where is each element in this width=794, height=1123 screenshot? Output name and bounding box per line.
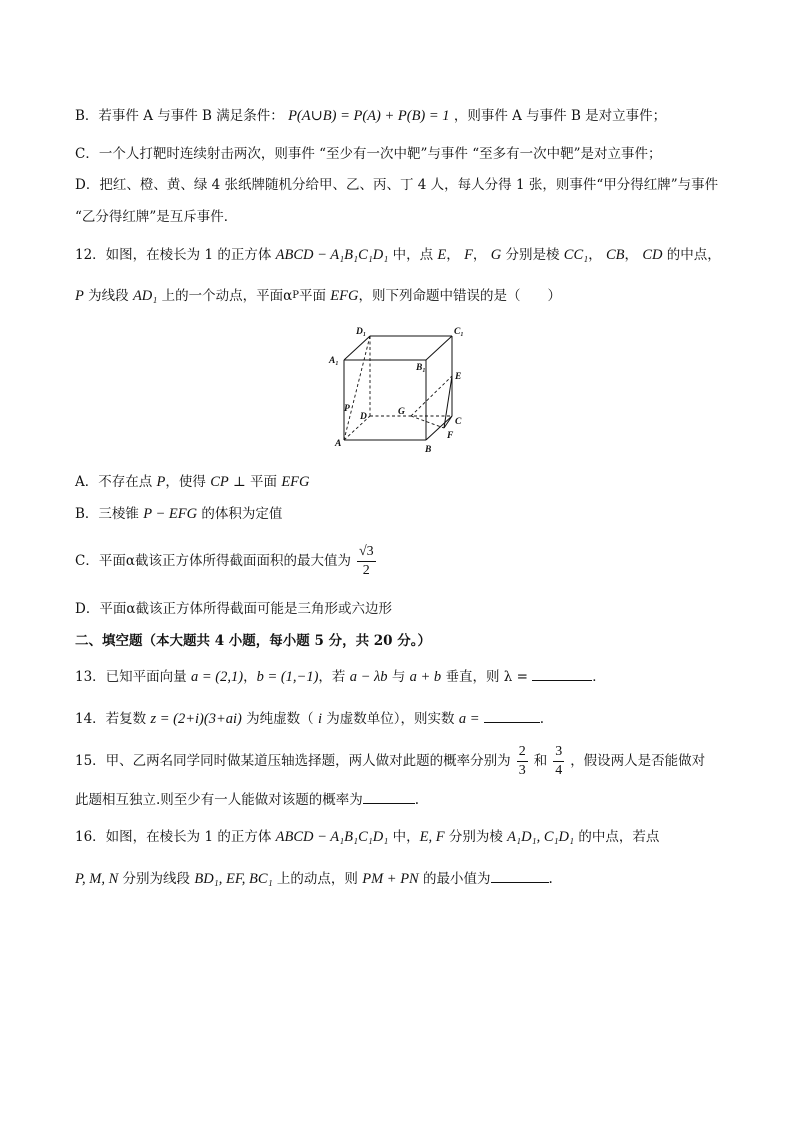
answer-blank	[532, 668, 592, 681]
text: 和	[533, 753, 548, 769]
math: a = (2,1)	[190, 669, 244, 685]
hidden-line-ge	[411, 376, 452, 416]
numerator: 3	[553, 743, 564, 762]
math: P	[75, 288, 84, 304]
math: P	[156, 474, 166, 490]
label-g: G	[398, 407, 405, 417]
denominator: 4	[555, 763, 563, 778]
math: G	[490, 247, 502, 263]
text: ，	[624, 247, 643, 263]
label-a1: A₁	[329, 356, 339, 366]
text: 上的一个动点，平面α	[157, 288, 293, 304]
numerator: 2	[517, 743, 528, 762]
text: 的体积为定值	[197, 506, 283, 522]
text: 的最小值为	[418, 871, 491, 887]
cube-figure	[326, 324, 468, 460]
math: ABCD − A₁B₁C₁D₁	[275, 829, 389, 845]
text: ，若	[318, 669, 350, 685]
text: 12．如图，在棱长为 1 的正方体	[75, 247, 276, 263]
q11-option-b	[75, 106, 666, 126]
text: 为线段	[83, 288, 133, 304]
math: PM + PN	[362, 871, 419, 887]
fraction	[517, 743, 528, 780]
text: B．三棱锥	[75, 506, 144, 522]
text: 平面	[298, 288, 331, 304]
hidden-line-gf	[411, 416, 444, 428]
label-b: B	[425, 445, 432, 455]
math: b = (1,−1)	[256, 669, 319, 685]
math: a − λb	[349, 669, 388, 685]
q12-option-d: D．平面α截该正方体所得截面可能是三角形或六边形	[75, 601, 392, 617]
text: ，	[446, 247, 465, 263]
math: a =	[458, 711, 480, 727]
text: 与	[387, 669, 410, 685]
math: F	[464, 247, 473, 263]
text: ，	[588, 247, 606, 263]
answer-blank	[484, 710, 540, 723]
text: 16．如图，在棱长为 1 的正方体	[75, 829, 276, 845]
math: P − EFG	[143, 506, 198, 522]
label-c1: C₁	[454, 327, 464, 337]
text: 分别为棱	[444, 829, 508, 845]
label-d: D	[360, 412, 367, 422]
text: 14．若复数	[75, 711, 151, 727]
fraction	[553, 743, 564, 780]
q12-stem-line2	[75, 286, 561, 306]
text: 15．甲、乙两名同学同时做某道压轴选择题，两人做对此题的概率分别为	[75, 753, 511, 769]
math: ABCD − A₁B₁C₁D₁	[275, 247, 389, 263]
q11-option-b-formula: P(A∪B) = P(A) + P(B) = 1	[288, 108, 450, 124]
label-c: C	[455, 417, 462, 427]
hidden-line-ad1	[344, 336, 370, 440]
q12-option-c	[75, 541, 382, 581]
math: CD	[642, 247, 663, 263]
label-p: P	[344, 404, 350, 414]
text: 13．已知平面向量	[75, 669, 191, 685]
math: z = (2+i)(3+ai)	[150, 711, 242, 727]
text: 为虚数单位），则实数	[321, 711, 459, 727]
text: 上的动点，则	[272, 871, 363, 887]
text: 中，	[388, 829, 420, 845]
edge-b1c1	[426, 336, 452, 360]
q15-line1	[75, 741, 705, 781]
math: CC₁	[563, 247, 589, 263]
q16-line1	[75, 827, 659, 847]
text: ，假设两人是否能做对	[570, 753, 706, 769]
label-b1: B₁	[416, 363, 426, 373]
text: C．平面α截该正方体所得截面面积的最大值为	[75, 553, 351, 569]
label-f: F	[447, 431, 454, 441]
math: CB	[605, 247, 625, 263]
q16-line2	[75, 869, 553, 889]
math: a + b	[409, 669, 442, 685]
label-a: A	[335, 439, 342, 449]
math: EFG	[281, 474, 310, 490]
edge-a1d1	[344, 336, 370, 360]
q13	[75, 667, 606, 687]
label-d1: D₁	[356, 327, 367, 337]
fraction	[357, 543, 376, 580]
q12-stem-line1	[75, 245, 721, 265]
text: 为纯虚数（	[241, 711, 318, 727]
text: ．	[592, 669, 606, 685]
text: .	[539, 711, 545, 727]
q11-option-d-line1: D．把红、橙、黄、绿 4 张纸牌随机分给甲、乙、丙、丁 4 人，每人分得 1 张，则事件“甲分得红牌”与事件	[75, 177, 719, 193]
q15-line2	[75, 790, 419, 810]
q12-option-a	[75, 472, 310, 492]
q14	[75, 709, 544, 729]
denominator: 2	[362, 563, 370, 578]
math: EFG	[330, 288, 359, 304]
text: ，	[243, 669, 257, 685]
text: ，使得	[165, 474, 211, 490]
math: A₁D₁, C₁D₁	[507, 829, 575, 845]
text: 分别为线段	[118, 871, 195, 887]
numerator: √3	[357, 543, 376, 562]
text: 此题相互独立.则至少有一人能做对该题的概率为	[75, 792, 363, 808]
text: 的中点，若点	[574, 829, 660, 845]
text: 分别是棱	[501, 247, 564, 263]
q11-option-c: C．一个人打靶时连续射击两次，则事件 “至少有一次中靶”与事件 “至多有一次中靶”是对立事件；	[75, 146, 662, 162]
text: ，则下列命题中错误的是（ ）	[358, 288, 561, 304]
answer-blank	[491, 870, 549, 883]
math: E, F	[419, 829, 445, 845]
text: ，	[472, 247, 491, 263]
text: .	[548, 871, 553, 887]
math: CP	[210, 474, 229, 490]
text: ⊥ 平面	[228, 474, 282, 490]
math: P, M, N	[75, 871, 119, 887]
label-e: E	[455, 372, 462, 382]
q11-option-b-post: ，则事件 A 与事件 B 是对立事件；	[453, 108, 667, 124]
denominator: 3	[518, 763, 526, 778]
text: A．不存在点	[75, 474, 157, 490]
text: .	[414, 792, 420, 808]
q12-option-b	[75, 504, 282, 524]
text: 中，点	[388, 247, 438, 263]
text: 垂直，则 λ =	[441, 669, 533, 685]
section-heading: 二、填空题（本大题共 4 小题，每小题 5 分，共 20 分。）	[75, 633, 432, 649]
text: Ρ	[292, 290, 299, 301]
answer-blank	[363, 791, 415, 804]
math: i	[317, 711, 322, 727]
math: E	[437, 247, 447, 263]
math: AD₁	[132, 288, 158, 304]
math: BD₁, EF, BC₁	[194, 871, 273, 887]
q11-option-d-line2: “乙分得红牌”是互斥事件．	[75, 209, 238, 225]
q11-option-b-pre: B．若事件 A 与事件 B 满足条件：	[75, 108, 284, 124]
text: 的中点，	[662, 247, 721, 263]
